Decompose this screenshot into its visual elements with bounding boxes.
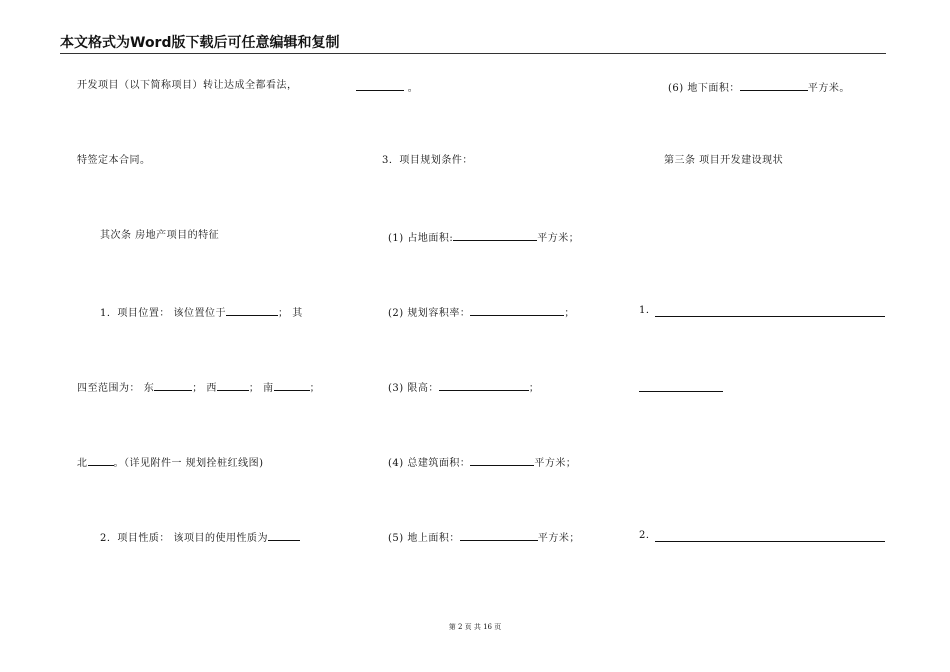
col1-item2 xyxy=(100,529,300,546)
document-header: 本文格式为Word版下载后可任意编辑和复制 xyxy=(60,35,340,51)
blank xyxy=(470,454,534,466)
planning-p6 xyxy=(668,79,850,96)
col1-line1-end: 。 xyxy=(407,83,419,94)
col1-item1-c xyxy=(77,454,264,471)
total-area-label: (4) 总建筑面积： xyxy=(388,458,471,469)
height-limit-end: ； xyxy=(528,383,540,394)
blank xyxy=(274,379,310,391)
item1-location-end: ； 其 xyxy=(278,308,303,319)
col1-line1-text: 开发项目（以下简称项目）转让达成全都看法， xyxy=(77,80,298,91)
header-rule xyxy=(60,53,886,54)
underground-area-label: (6) 地下面积： xyxy=(668,83,740,94)
blank xyxy=(356,79,404,91)
status-item1-line-2 xyxy=(639,391,723,392)
planning-p1 xyxy=(388,229,579,246)
col1-line2: 特签定本合同。 xyxy=(77,155,151,166)
above-ground-area-unit: 平方米； xyxy=(537,533,580,544)
planning-p4 xyxy=(388,454,576,471)
semicolon: ； xyxy=(248,383,260,394)
plot-ratio-end: ； xyxy=(564,308,575,319)
section3-title: 第三条 项目开发建设现状 xyxy=(664,155,784,166)
underground-area-unit: 平方米。 xyxy=(807,83,850,94)
blank xyxy=(439,379,529,391)
planning-p3 xyxy=(388,379,539,396)
status-item1: 1． xyxy=(639,305,657,316)
col1-line1 xyxy=(77,79,298,93)
status-item2: 2． xyxy=(639,530,657,541)
col1-item1-a xyxy=(100,304,303,321)
planning-title: 3．项目规划条件： xyxy=(382,155,473,166)
land-area-unit: 平方米； xyxy=(537,233,580,244)
blank xyxy=(226,304,278,316)
blank xyxy=(154,379,192,391)
col1-item1-b xyxy=(77,379,320,396)
planning-p5 xyxy=(388,529,580,546)
item2-nature-label: 2．项目性质： 该项目的使用性质为 xyxy=(100,533,269,544)
planning-p2 xyxy=(388,304,575,321)
blank xyxy=(88,454,114,466)
attachment-note: 。（详见附件一 规划拴桩红线图) xyxy=(113,458,264,469)
status-item2-line xyxy=(655,541,885,542)
plot-ratio-label: (2) 规划容积率： xyxy=(388,308,471,319)
total-area-unit: 平方米； xyxy=(534,458,577,469)
south-label: 南 xyxy=(263,383,274,394)
boundary-prefix: 四至范围为： xyxy=(77,383,140,394)
semicolon: ； xyxy=(309,383,321,394)
item1-location-label: 1．项目位置： 该位置位于 xyxy=(100,308,227,319)
above-ground-area-label: (5) 地上面积： xyxy=(388,533,460,544)
blank xyxy=(740,79,808,91)
page-footer: 第 2 页 共 16 页 xyxy=(448,623,502,631)
north-label: 北 xyxy=(77,458,88,469)
east-label: 东 xyxy=(143,383,155,394)
blank xyxy=(470,304,564,316)
blank xyxy=(268,529,300,541)
status-item1-line xyxy=(655,316,885,317)
section2-title: 其次条 房地产项目的特征 xyxy=(100,230,220,241)
blank xyxy=(453,229,537,241)
semicolon: ； xyxy=(192,383,203,394)
west-label: 西 xyxy=(206,383,217,394)
height-limit-label: (3) 限高： xyxy=(388,383,439,394)
col1-line1-tail xyxy=(356,79,418,96)
blank xyxy=(217,379,249,391)
land-area-label: (1) 占地面积: xyxy=(388,233,454,244)
blank xyxy=(460,529,538,541)
